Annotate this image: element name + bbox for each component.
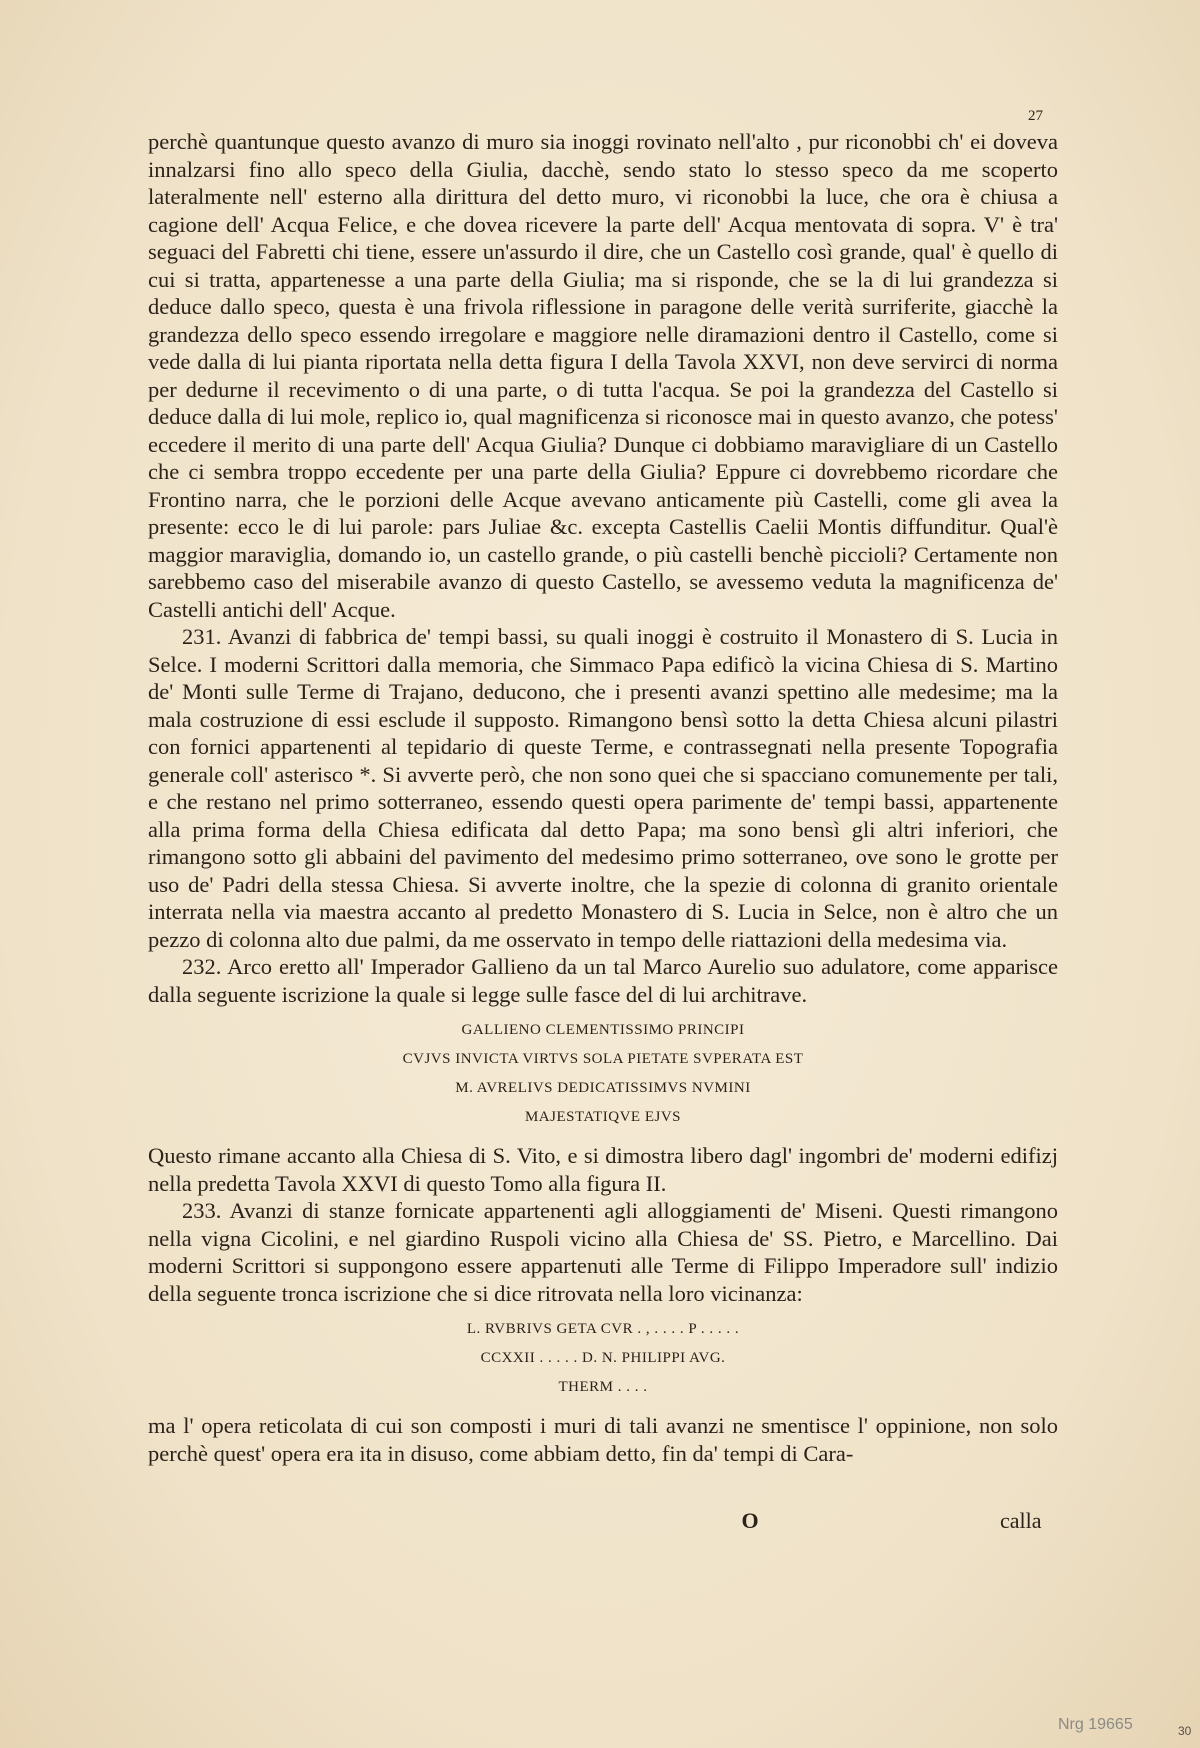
paragraph-231: 231. Avanzi di fabbrica de' tempi bassi, su quali inoggi è costruito il Monastero di S. Lucia in Selce. I moderni Scrittori dalla memoria, che Simmaco Papa edificò la vicina Chiesa di S. Martino de' Monti sulle Terme di Trajano, deducono, che i presenti avanzi spettino alle medesime; ma la mala costruzione di essi esclude il supposto. Rimangono bensì sotto la detta Chiesa alcuni pilastri con fornici appartenenti al tepidario di queste Terme, e contrassegnati nella presente Topografia generale coll' asterisco *. Si avverte però, che non sono quei che si spacciano comunemente per tali, e che restano nel primo sotterraneo, essendo questi opera parimente de' tempi bassi, appartenente alla prima forma della Chiesa edificata dal detto Papa; ma sono bensì gli altri inferiori, che rimangono sotto gli abbaini del pavimento del medesimo primo sotterraneo, ove sono le grotte per uso de' Padri della stessa Chiesa. Si avverte inoltre, che la spezie di colonna di granito orientale interrata nella via maestra accanto al predetto Monastero di S. Lucia in Selce, non è altro che un pezzo di colonna alto due palmi, da me osservato in tempo delle riattazioni della medesima via. xyxy=(148,624,1058,952)
inscription-line: M. AVRELIVS DEDICATISSIMVS NVMINI xyxy=(455,1080,751,1096)
paragraph-232-continued: Questo rimane accanto alla Chiesa di S. Vito, e si dimostra libero dagl' ingombri de' moderni edifizj nella predetta Tavola XXVI di questo Tomo alla figura II. xyxy=(148,1143,1058,1196)
catchword: calla xyxy=(1000,1508,1042,1533)
scan-number: 30 xyxy=(1178,1724,1192,1738)
pencil-annotation: Nrg 19665 xyxy=(1058,1716,1133,1733)
inscription-line: GALLIENO CLEMENTISSIMO PRINCIPI xyxy=(461,1022,745,1038)
paragraph-233-continued: ma l' opera reticolata di cui son composti i muri di tali avanzi ne smentisce l' oppinione, non solo perchè quest' opera era ita in disuso, come abbiam detto, fin da' tempi di Cara- xyxy=(148,1413,1058,1466)
inscription-line: MAJESTATIQVE EJVS xyxy=(524,1109,682,1125)
signature-mark: O xyxy=(741,1508,759,1533)
inscription-line: CCXXII . . . . . D. N. PHILIPPI AVG. xyxy=(480,1350,726,1366)
inscription-rubrius xyxy=(148,1315,1058,1402)
inscription-line: THERM . . . . xyxy=(558,1379,648,1395)
inscription-line: CVJVS INVICTA VIRTVS SOLA PIETATE SVPERATA EST xyxy=(402,1051,804,1067)
inscription-line: L. RVBRIVS GETA CVR . , . . . . P . . . . . xyxy=(466,1321,740,1337)
paragraph-233: 233. Avanzi di stanze fornicate appartenenti agli alloggiamenti de' Miseni. Questi rimangono nella vigna Cicolini, e nel giardino Ruspoli vicino alla Chiesa de' SS. Pietro, e Marcellino. Dai moderni Scrittori si suppongono essere appartenuti alle Terme di Filippo Imperadore sull' indizio della seguente tronca iscrizione che si dice ritrovata nella loro vicinanza: xyxy=(148,1198,1058,1306)
paragraph-232: 232. Arco eretto all' Imperador Gallieno da un tal Marco Aurelio suo adulatore, come apparisce dalla seguente iscrizione la quale si legge sulle fasce del di lui architrave. xyxy=(148,954,1058,1007)
inscription-gallienus xyxy=(148,1016,1058,1132)
paragraph-230-continued: perchè quantunque questo avanzo di muro sia inoggi rovinato nell'alto , pur riconobbi ch' ei doveva innalzarsi fino allo speco della Giulia, dacchè, sendo stato lo stesso speco da me scoperto lateralmente nell' esterno alla dirittura del detto muro, vi riconobbi la luce, che ora è chiusa a cagione dell' Acqua Felice, e che dovea ricevere la parte dell' Acqua mentovata di sopra. V' è tra' seguaci del Fabretti chi tiene, essere un'assurdo il dire, che un Castello così grande, qual' è quello di cui si tratta, appartenesse a una parte della Giulia; ma si risponde, che se la di lui grandezza si deduce dallo speco, questa è una frivola riflessione in paragone delle verità surriferite, giacchè la grandezza dello speco essendo irregolare e maggiore nelle diramazioni dentro il Castello, come si vede dalla di lui pianta riportata nella detta figura I della Tavola XXVI, non deve servirci di norma per dedurne il recevimento o di una parte, o di tutta l'acqua. Se poi la grandezza del Castello si deduce dalla di lui mole, replico io, qual magnificenza si riconosce mai in questo avanzo, che potess' eccedere il merito di una parte dell' Acqua Giulia? Dunque ci dobbiamo maravigliare di un Castello che ci sembra troppo eccedente per una parte della Giulia? Eppure ci dovrebbemo ricordare che Frontino narra, che le porzioni delle Acque avevano anticamente più Castelli, come gli avea la presente: ecco le di lui parole: pars Juliae &c. excepta Castellis Caelii Montis diffunditur. Qual'è maggior maraviglia, domando io, un castello grande, o più castelli benchè piccioli? Certamente non sarebbemo caso del miserabile avanzo di questo Castello, se avessemo veduta la magnificenza de' Castelli antichi dell' Acque. xyxy=(148,129,1058,622)
page-number: 27 xyxy=(1028,108,1043,124)
body-text xyxy=(148,128,1058,1467)
